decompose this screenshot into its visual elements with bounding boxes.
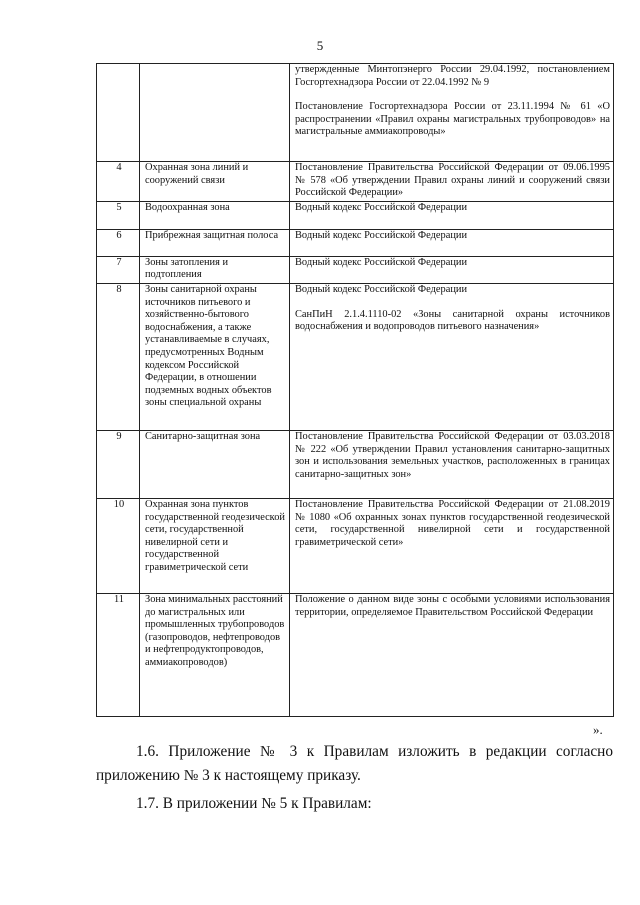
zone-name: Охранная зона линий и сооружений связи	[140, 162, 290, 202]
table-row	[97, 283, 614, 430]
legal-basis-text: Водный кодекс Российской Федерации	[295, 229, 468, 241]
page-number: 5	[316, 38, 324, 53]
table-row	[97, 64, 614, 162]
paragraph-1-6: 1.6. Приложение № 3 к Правилам изложить в редакции согласно приложению № 3 к настоящему приказу.	[96, 743, 613, 784]
paragraph-1-7: 1.7. В приложении № 5 к Правилам:	[136, 795, 372, 812]
zone-name: Зоны санитарной охраны источников питьевого и хозяйственно-бытового водоснабжения, а также устанавливаемые в случаях, предусмотренных Водным кодексом Российской Федерации, в отношении подземных водных объектов зоны специальной охраны	[140, 283, 290, 430]
legal-basis	[290, 229, 614, 256]
legal-basis-text: Постановление Госгортехнадзора России от 23.11.1994 № 61 «О распространении «Правил охраны магистральных трубопроводов» на магистральные аммиакопроводы»	[295, 101, 610, 138]
zone-name: Зона минимальных расстояний до магистральных или промышленных трубопроводов (газопроводов, нефтепроводов и нефтепродуктопроводов, аммиакопроводов)	[140, 593, 290, 716]
zone-name: Прибрежная защитная полоса	[140, 229, 290, 256]
row-number: 9	[97, 430, 140, 498]
legal-basis-text: Водный кодекс Российской Федерации	[295, 256, 468, 268]
zones-table	[96, 63, 614, 717]
legal-basis	[290, 64, 614, 162]
row-number	[97, 64, 140, 162]
row-number: 4	[97, 162, 140, 202]
row-number: 8	[97, 283, 140, 430]
legal-basis	[290, 256, 614, 283]
legal-basis-text: Водный кодекс Российской Федерации	[295, 201, 468, 213]
table-row	[97, 498, 614, 593]
zone-name: Зоны затопления и подтопления	[140, 256, 290, 283]
legal-basis	[290, 283, 614, 430]
row-number: 10	[97, 498, 140, 593]
table-row	[97, 229, 614, 256]
legal-basis	[290, 430, 614, 498]
legal-basis-text: Постановление Правительства Российской Федерации от 09.06.1995 № 578 «Об утверждении Правил охраны линий и сооружений связи Российской Федерации»	[295, 162, 610, 199]
zone-name: Санитарно-защитная зона	[140, 430, 290, 498]
legal-basis	[290, 162, 614, 202]
legal-basis-text: СанПиН 2.1.4.1110-02 «Зоны санитарной охраны источников водоснабжения и водопроводов питьевого назначения»	[295, 308, 610, 333]
legal-basis	[290, 498, 614, 593]
closing-quote: ».	[593, 722, 603, 737]
table-row	[97, 593, 614, 716]
table-row	[97, 201, 614, 229]
legal-basis	[290, 593, 614, 716]
table-row	[97, 430, 614, 498]
table-row	[97, 256, 614, 283]
legal-basis-text: Постановление Правительства Российской Федерации от 03.03.2018 № 222 «Об утверждении Правил установления санитарно-защитных зон и использования земельных участков, расположенных в границах санитарно-защитных зон»	[295, 430, 610, 480]
legal-basis-text: Водный кодекс Российской Федерации	[295, 283, 468, 295]
table-row	[97, 162, 614, 202]
zone-name: Водоохранная зона	[140, 201, 290, 229]
row-number: 11	[97, 593, 140, 716]
zone-name	[140, 64, 290, 162]
row-number: 6	[97, 229, 140, 256]
row-number: 7	[97, 256, 140, 283]
legal-basis-text: Положение о данном виде зоны с особыми условиями использования территории, определяемое Правительством Российской Федерации	[295, 593, 610, 618]
legal-basis-text: Постановление Правительства Российской Федерации от 21.08.2019 № 1080 «Об охранных зонах пунктов государственной геодезической сети, государственной нивелирной сети и государственной гравиметрической сети»	[295, 498, 610, 548]
legal-basis-text: утвержденные Минтопэнерго России 29.04.1992, постановлением Госгортехнадзора России от 22.04.1992 № 9	[295, 64, 610, 88]
zone-name: Охранная зона пунктов государственной геодезической сети, государственной нивелирной сети и государственной гравиметрической сети	[140, 498, 290, 593]
row-number: 5	[97, 201, 140, 229]
legal-basis	[290, 201, 614, 229]
